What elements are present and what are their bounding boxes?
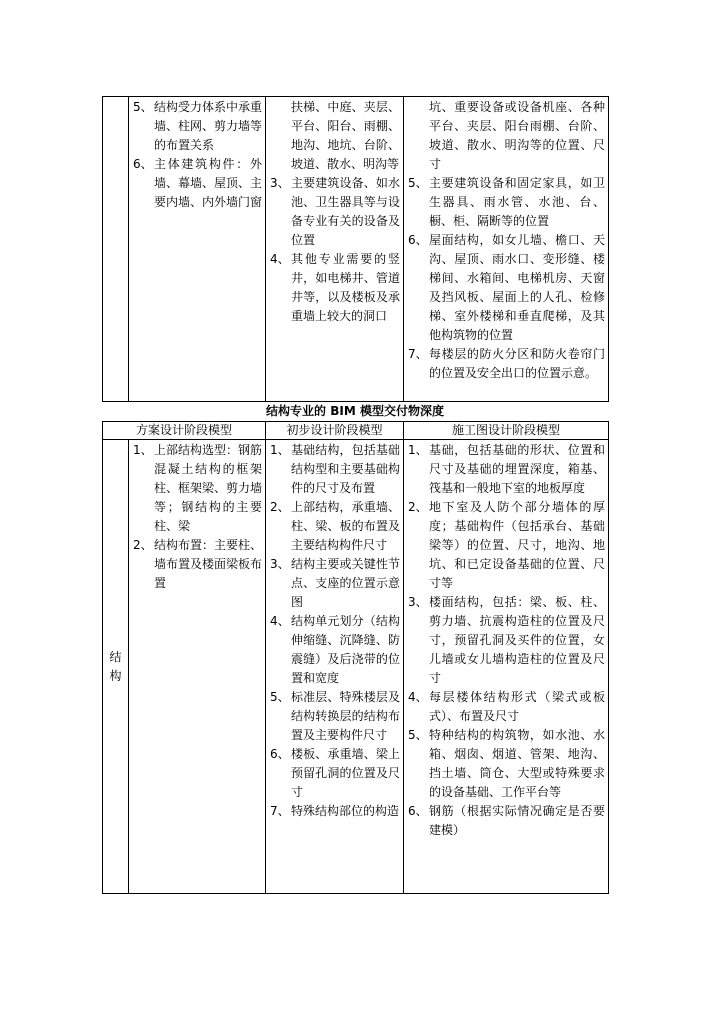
- preliminary-stage-cell: [266, 440, 404, 894]
- item-text: 主体建筑构件：外墙、幕墙、屋顶、主要内墙、内外墙门窗: [154, 157, 263, 209]
- item-text: 结构布置：主要柱、墙布置及楼面梁板布置: [154, 538, 263, 590]
- list-item: [408, 498, 605, 593]
- item-number: [270, 98, 291, 174]
- list-item: [270, 555, 400, 612]
- item-number: 3、: [270, 176, 290, 190]
- list-item: [270, 174, 400, 250]
- list-item: [270, 612, 400, 688]
- list-item: [270, 98, 400, 174]
- list-item: [408, 98, 605, 174]
- list-item: [133, 441, 262, 536]
- list-item: [270, 250, 400, 326]
- architecture-continuation-table: [102, 96, 609, 402]
- table-row: [103, 97, 609, 402]
- item-number: 6、: [270, 747, 290, 761]
- list-item: [408, 231, 605, 345]
- item-list: [404, 97, 608, 384]
- item-number: 7、: [270, 804, 290, 818]
- structure-table-title: 结构专业的 BIM 模型交付物深度: [266, 404, 444, 418]
- item-text: 屋面结构，如女儿墙、檐口、天沟、屋顶、雨水口、变形缝、楼梯间、水箱间、电梯机房、天窗及挡风板、屋面上的人孔、检修梯、室外楼梯和垂直爬梯，及其他构筑物的位置: [429, 233, 605, 342]
- item-text: 上部结构选型：钢筋混凝土结构的框架柱、框架梁、剪力墙等；钢结构的主要柱、梁: [154, 443, 263, 533]
- item-list: [129, 440, 265, 594]
- item-number: 1、: [270, 443, 290, 457]
- item-list: [266, 97, 403, 327]
- item-number: 5、: [408, 728, 428, 742]
- item-number: 4、: [270, 614, 290, 628]
- item-text: 结构主要或关键性节点、支座的位置示意图: [291, 557, 401, 609]
- item-number: [408, 98, 429, 174]
- scheme-stage-cell: [129, 97, 266, 402]
- item-number: 6、: [408, 233, 428, 247]
- item-number: 2、: [133, 538, 153, 552]
- item-number: 4、: [408, 690, 428, 704]
- list-item: [133, 155, 262, 212]
- item-number: 3、: [408, 595, 428, 609]
- item-number: 4、: [270, 252, 290, 266]
- category-cell: [103, 440, 129, 894]
- item-text: 主要建筑设备、如水池、卫生器具等与设备专业有关的设备及位置: [291, 176, 400, 247]
- item-text: 每楼层的防火分区和防火卷帘门的位置及安全出口的位置示意。: [429, 347, 605, 380]
- item-list: [266, 440, 403, 822]
- item-text: 特种结构的构筑物，如水池、水箱、烟囱、烟道、管架、地沟、挡土墙、筒仓、大型或特殊要求的设备基础、工作平台等: [429, 728, 606, 799]
- item-number: 6、: [408, 804, 428, 818]
- list-item: [408, 726, 605, 802]
- item-number: 3、: [270, 557, 290, 571]
- list-item: [408, 688, 605, 726]
- item-text: 其他专业需要的竖井，如电梯井、管道井等，以及楼板及承重墙上较大的洞口: [291, 252, 400, 323]
- item-number: 7、: [408, 347, 428, 361]
- item-number: 5、: [133, 100, 153, 114]
- category-cell: [103, 97, 129, 402]
- item-number: 6、: [133, 157, 153, 171]
- scheme-stage-cell: [129, 440, 266, 894]
- item-text: 楼面结构，包括：梁、板、柱、剪力墙、抗震构造柱的位置及尺寸，预留孔洞及买件的位置，女儿墙或女儿墙构造柱的位置及尺寸: [429, 595, 606, 685]
- item-list: [129, 97, 265, 213]
- item-text: 坑、重要设备或设备机座、各种平台、夹层、阳台雨棚、台阶、坡道、散水、明沟等的位置、尺寸: [429, 100, 605, 171]
- list-item: [270, 441, 400, 498]
- list-item: [408, 441, 605, 498]
- item-list: [404, 440, 608, 841]
- header-cell-construction: 施工图设计阶段模型: [404, 422, 609, 440]
- preliminary-stage-cell: [266, 97, 404, 402]
- list-item: [133, 536, 262, 593]
- item-number: 1、: [133, 443, 153, 457]
- item-number: 5、: [270, 690, 290, 704]
- list-item: [270, 745, 400, 802]
- item-text: 结构受力体系中承重墙、柱网、剪力墙等的布置关系: [154, 100, 263, 152]
- item-text: 标准层、特殊楼层及结构转换层的结构布置及主要构件尺寸: [291, 690, 401, 742]
- list-item: [408, 174, 605, 231]
- item-text: 钢筋（根据实际情况确定是否要建模）: [429, 804, 606, 837]
- header-cell-scheme: 方案设计阶段模型: [103, 422, 266, 440]
- list-item: [408, 593, 605, 688]
- item-text: 扶梯、中庭、夹层、平台、阳台、雨棚、地沟、地坑、台阶、坡道、散水、明沟等: [291, 100, 400, 171]
- item-text: 上部结构，承重墙、柱、梁、板的布置及主要结构构件尺寸: [291, 500, 401, 552]
- item-number: 2、: [270, 500, 290, 514]
- construction-stage-cell: [404, 97, 609, 402]
- list-item: [408, 345, 605, 383]
- item-text: 每层楼体结构形式（梁式或板式）、布置及尺寸: [429, 690, 606, 723]
- item-number: 2、: [408, 500, 428, 514]
- construction-stage-cell: [404, 440, 609, 894]
- item-text: 特殊结构部位的构造: [291, 804, 400, 818]
- category-label: 结构: [109, 649, 122, 683]
- list-item: [408, 802, 605, 840]
- table-row: [103, 440, 609, 894]
- item-number: 5、: [408, 176, 428, 190]
- item-text: 基础结构，包括基础结构型和主要基础构件的尺寸及布置: [291, 443, 401, 495]
- header-cell-preliminary: 初步设计阶段模型: [266, 422, 404, 440]
- structure-deliverable-table: [102, 421, 609, 894]
- item-text: 楼板、承重墙、梁上预留孔洞的位置及尺寸: [291, 747, 401, 799]
- list-item: [133, 98, 262, 155]
- table-header-row: [103, 422, 609, 440]
- list-item: [270, 688, 400, 745]
- item-text: 结构单元划分（结构伸缩缝、沉降缝、防震缝）及后浇带的位置和宽度: [291, 614, 401, 685]
- item-text: 地下室及人防个部分墙体的厚度；基础构件（包括承台、基础梁等）的位置、尺寸，地沟、地坑、和已定设备基础的位置、尺寸等: [429, 500, 606, 590]
- item-text: 主要建筑设备和固定家具，如卫生器具、雨水管、水池、台、橱、柜、隔断等的位置: [429, 176, 605, 228]
- item-text: 基础，包括基础的形状、位置和尺寸及基础的埋置深度，箱基、筏基和一般地下室的地板厚度: [429, 443, 606, 495]
- list-item: [270, 802, 400, 821]
- list-item: [270, 498, 400, 555]
- item-number: 1、: [408, 443, 428, 457]
